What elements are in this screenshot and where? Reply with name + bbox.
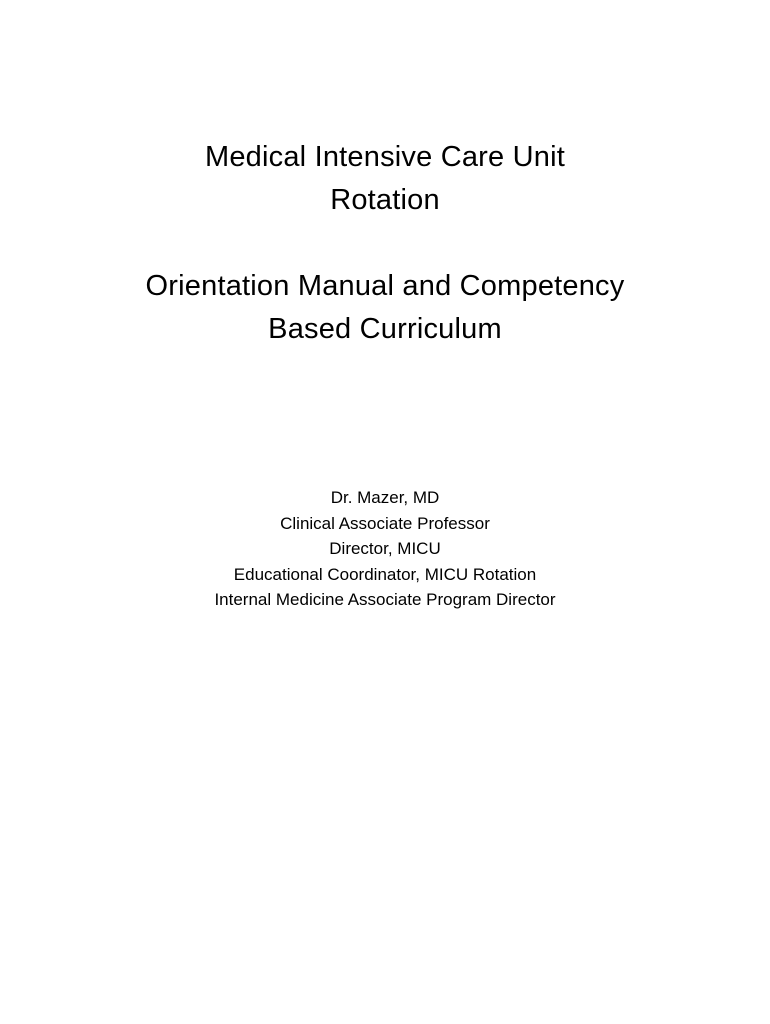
- author-name: Dr. Mazer, MD: [330, 488, 440, 507]
- document-subtitle: [0, 265, 770, 351]
- subtitle-line: Based Curriculum: [268, 313, 502, 345]
- subtitle-line: Orientation Manual and Competency: [145, 270, 625, 302]
- author-title: Clinical Associate Professor: [280, 513, 490, 533]
- title-line: Medical Intensive Care Unit: [205, 141, 565, 173]
- author-info: [0, 485, 770, 613]
- document-title: [0, 136, 770, 222]
- title-line: Rotation: [330, 184, 440, 216]
- author-title: Educational Coordinator, MICU Rotation: [233, 564, 537, 584]
- author-title: Director, MICU: [329, 539, 441, 558]
- author-title: Internal Medicine Associate Program Director: [214, 590, 556, 609]
